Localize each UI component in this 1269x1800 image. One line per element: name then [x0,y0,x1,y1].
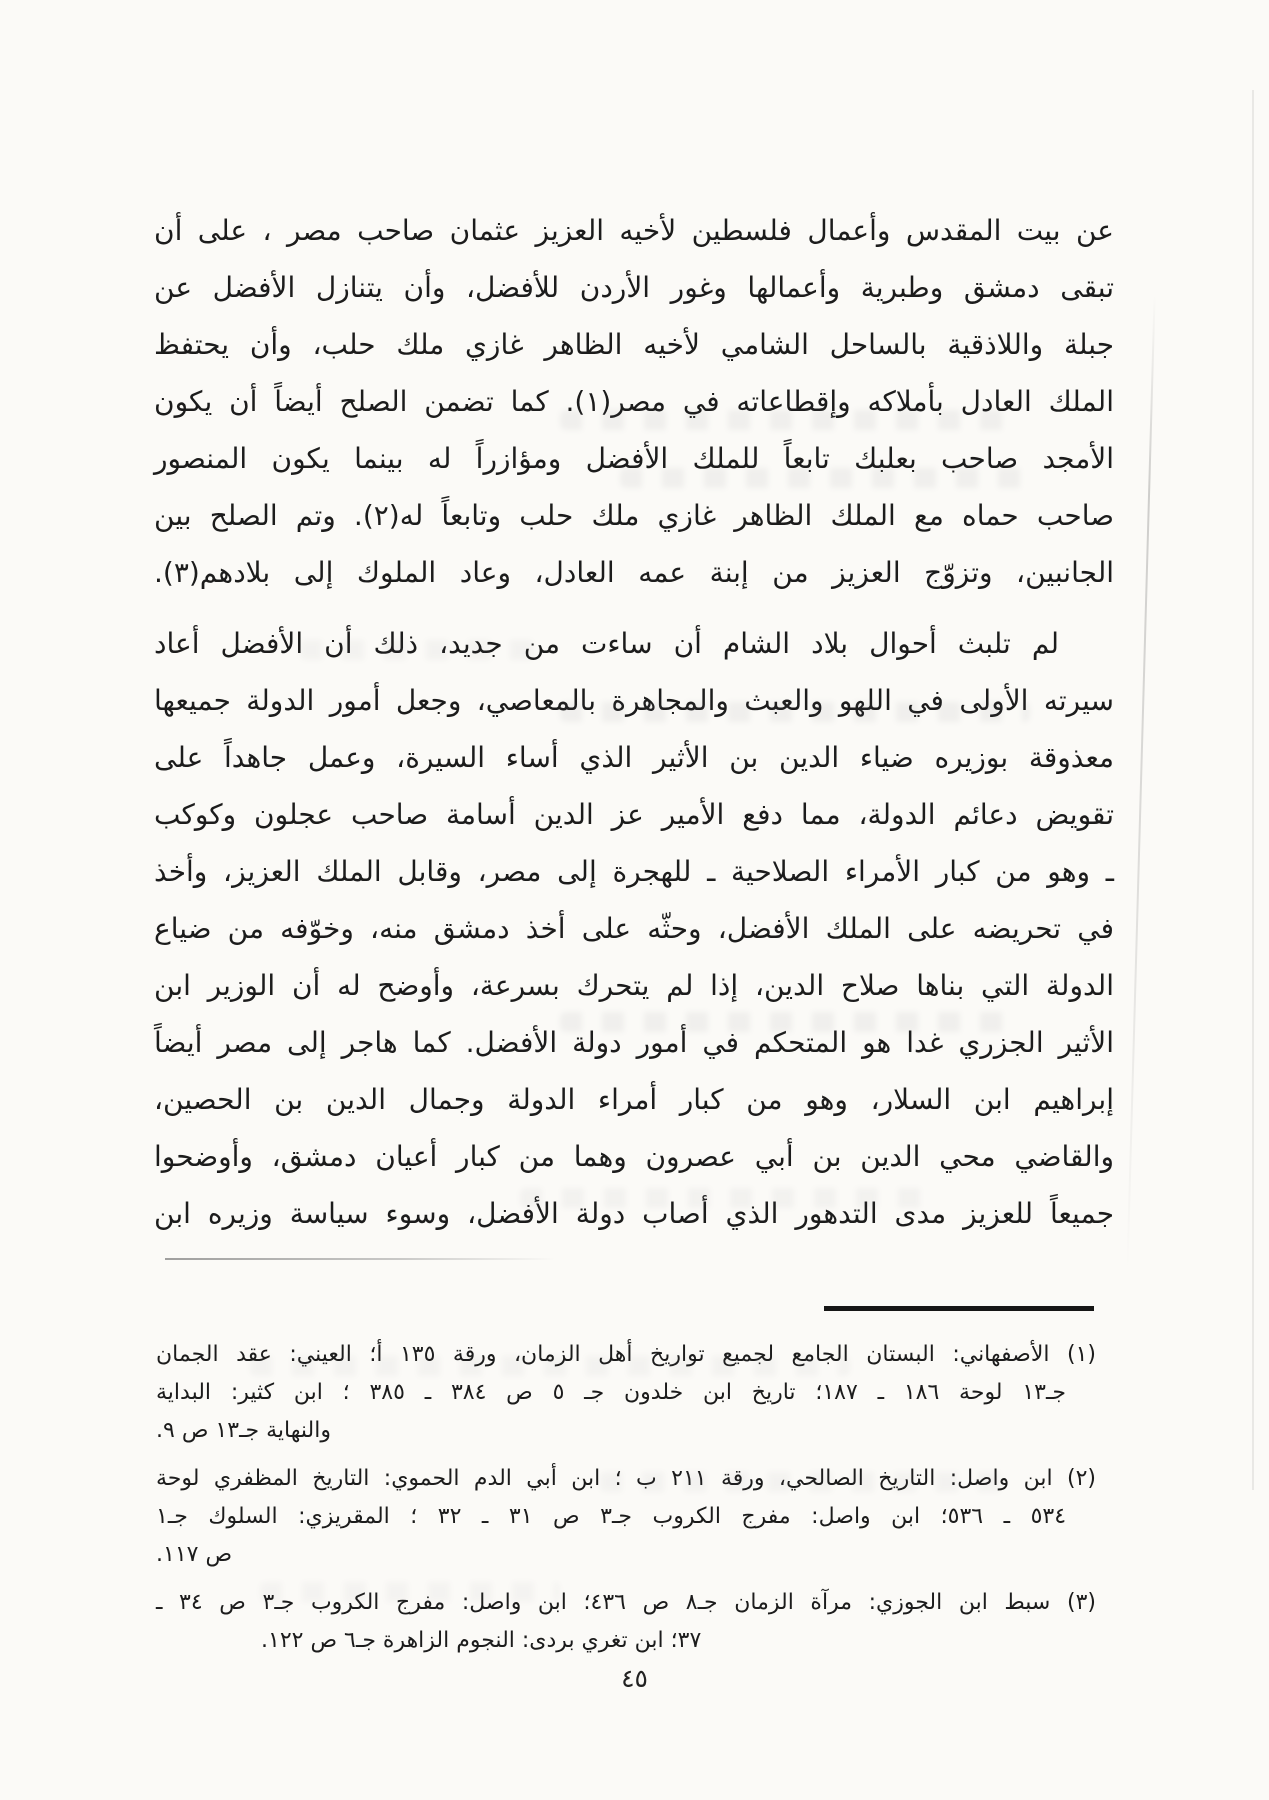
text-line: تبقى دمشق وطبرية وأعمالها وغور الأردن للأفضل، وأن يتنازل الأفضل عن [154,271,1114,304]
text-line: الدولة التي بناها صلاح الدين، إذا لم يتحرك بسرعة، وأوضح له أن الوزير ابن [154,969,1114,1002]
page-number: ٤٥ [621,1664,648,1693]
footnote-line: ص ١١٧. [156,1542,233,1567]
footnote-line: ٣٧؛ ابن تغري بردى: النجوم الزاهرة جـ٦ ص ١٢٢. [261,1628,702,1653]
text-line: سيرته الأولى في اللهو والعبث والمجاهرة بالمعاصي، وجعل أمور الدولة جميعها [154,684,1114,717]
footnote [156,1460,1096,1574]
footnote [156,1584,1096,1660]
text-line: والقاضي محي الدين بن أبي عصرون وهما من كبار أعيان دمشق، وأوضحوا [154,1140,1114,1173]
text-line: عن بيت المقدس وأعمال فلسطين لأخيه العزيز عثمان صاحب مصر ، على أن [154,214,1114,247]
text-line: معذوقة بوزيره ضياء الدين بن الأثير الذي أساء السيرة، وعمل جاهداً على [154,741,1114,774]
footnote-line: ٥٣٤ ـ ٥٣٦؛ ابن واصل: مفرج الكروب جـ٣ ص ٣١ ـ ٣٢ ؛ المقريزي: السلوك جـ١ [156,1504,1067,1529]
footnote [156,1336,1096,1450]
footnote-line: والنهاية جـ١٣ ص ٩. [156,1418,331,1443]
text-line: جبلة واللاذقية بالساحل الشامي لأخيه الظاهر غازي ملك حلب، وأن يحتفظ [154,328,1114,361]
scan-crease-artifact [1126,295,1155,1270]
footnotes-block [156,1336,1096,1670]
text-line: ـ وهو من كبار الأمراء الصلاحية ـ للهجرة إلى مصر، وقابل الملك العزيز، وأخذ [154,855,1114,888]
text-line: الأثير الجزري غدا هو المتحكم في أمور دولة الأفضل. كما هاجر إلى مصر أيضاً [154,1026,1114,1059]
text-line: الملك العادل بأملاكه وإقطاعاته في مصر(١). كما تضمن الصلح أيضاً أن يكون [154,385,1114,418]
paper-edge-shadow [1252,90,1254,1490]
paragraph [154,615,1114,1242]
body-text [154,202,1114,1242]
text-line: صاحب حماه مع الملك الظاهر غازي ملك حلب وتابعاً له(٢). وتم الصلح بين [154,499,1114,532]
footnote-line: جـ١٣ لوحة ١٨٦ ـ ١٨٧؛ تاريخ ابن خلدون جـ ٥ ص ٣٨٤ ـ ٣٨٥ ؛ ابن كثير: البداية [156,1380,1066,1405]
footnote-line: (٣) سبط ابن الجوزي: مرآة الزمان جـ٨ ص ٤٣٦؛ ابن واصل: مفرج الكروب جـ٣ ص ٣٤ ـ [156,1590,1096,1615]
footnote-separator-faint-line [165,1258,555,1260]
footnote-separator-rule [824,1306,1094,1311]
footnote-line: (٢) ابن واصل: التاريخ الصالحي، ورقة ٢١١ ب ؛ ابن أبي الدم الحموي: التاريخ المظفري لوحة [156,1466,1096,1491]
paragraph [154,202,1114,601]
footnote-line: (١) الأصفهاني: البستان الجامع لجميع تواريخ أهل الزمان، ورقة ١٣٥ أ؛ العيني: عقد الجمان [156,1342,1096,1367]
text-line: جميعاً للعزيز مدى التدهور الذي أصاب دولة الأفضل، وسوء سياسة وزيره ابن [154,1197,1114,1230]
text-line: تقويض دعائم الدولة، مما دفع الأمير عز الدين أسامة صاحب عجلون وكوكب [154,798,1114,831]
text-line: الجانبين، وتزوّج العزيز من إبنة عمه العادل، وعاد الملوك إلى بلادهم(٣). [154,556,1114,589]
text-line: في تحريضه على الملك الأفضل، وحثّه على أخذ دمشق منه، وخوّفه من ضياع [154,912,1114,945]
text-line: الأمجد صاحب بعلبك تابعاً للملك الأفضل ومؤازراً له بينما يكون المنصور [154,442,1114,475]
text-line: إبراهيم ابن السلار، وهو من كبار أمراء الدولة وجمال الدين بن الحصين، [154,1083,1114,1116]
text-line: لم تلبث أحوال بلاد الشام أن ساءت من جديد، ذلك أن الأفضل أعاد [154,627,1059,660]
